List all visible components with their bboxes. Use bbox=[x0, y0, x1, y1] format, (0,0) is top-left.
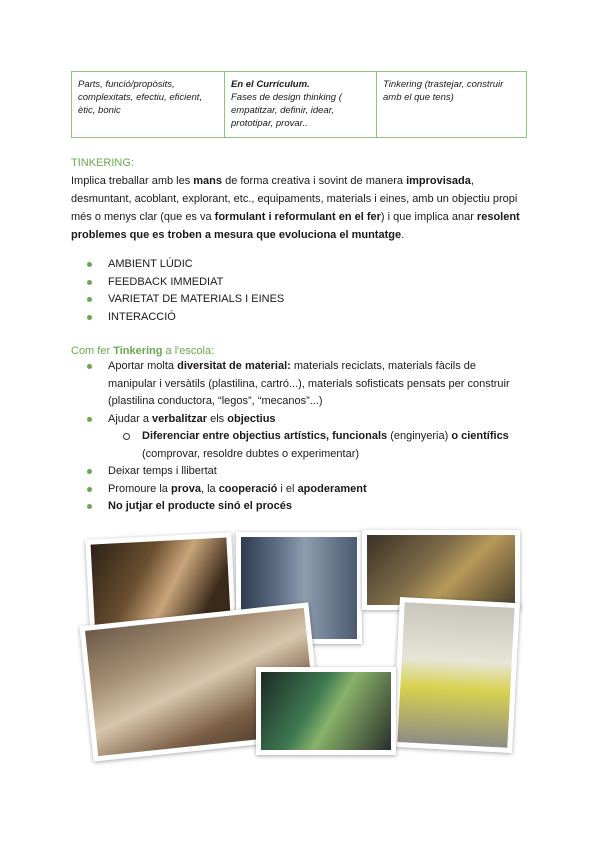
photo-figurine bbox=[362, 530, 520, 610]
bullet-icon bbox=[87, 487, 92, 492]
circle-bullet-icon bbox=[123, 433, 130, 440]
bullet-icon bbox=[87, 469, 92, 474]
photo-3d-printer bbox=[256, 667, 396, 755]
features-list bbox=[86, 256, 284, 326]
bullet-icon bbox=[87, 504, 92, 509]
bullet-icon bbox=[87, 262, 92, 267]
table-cell-tinkering: Tinkering (trastejar, construir amb el que tens) bbox=[383, 79, 504, 103]
list-item: No jutjar el producte sinó el procés bbox=[86, 498, 516, 516]
tinkering-paragraph: Implica treballar amb les mans de forma creativa i sovint de manera improvisada, desmuntant, acoblant, explorant, etc., equipaments, materials i eines, amb un objectiu propi més o menys clar (que es va formulant i reformulant en el fer) i que implica anar resolent problemes que es troben a mesura que evoluciona el muntatge. bbox=[71, 175, 520, 241]
list-item: Promoure la prova, la cooperació i el apoderament bbox=[86, 481, 516, 499]
photo-students-workshop bbox=[80, 602, 323, 761]
bullet-icon bbox=[87, 315, 92, 320]
list-item: Ajudar a verbalitzar els objectius bbox=[86, 411, 516, 429]
school-list bbox=[86, 358, 516, 516]
table-cell-curriculum bbox=[225, 72, 377, 137]
bullet-icon bbox=[87, 297, 92, 302]
photo-glass-experiment bbox=[392, 597, 520, 753]
table-cell-curriculum-title: En el Currículum. bbox=[231, 79, 310, 90]
bullet-icon bbox=[87, 364, 92, 369]
photo-wooden-sticks bbox=[85, 532, 236, 646]
list-item: FEEDBACK IMMEDIAT bbox=[86, 274, 284, 292]
list-item: Diferenciar entre objectius artístics, funcionals (enginyeria) o científics (comprovar, resoldre dubtes o experimentar) bbox=[86, 428, 516, 463]
list-item: Aportar molta diversitat de material: materials reciclats, materials fàcils de manipular i versàtils (plastilina, cartró...), materials sofisticats pensats per construir (plastilina conductora, “legos”, “mecanos”...) bbox=[86, 358, 516, 411]
bullet-icon bbox=[87, 280, 92, 285]
table-cell-parts: Parts, funció/propòsits, complexitats, efectiu, eficient, ètic, bonic bbox=[72, 72, 225, 137]
table-cell-curriculum-text: Fases de design thinking ( empatitzar, definir, idear, prototipar, provar.. bbox=[231, 92, 342, 129]
school-heading: Com fer Tinkering a l'escola: bbox=[71, 345, 215, 357]
list-item: INTERACCIÓ bbox=[86, 309, 284, 327]
list-item: AMBIENT LÚDIC bbox=[86, 256, 284, 274]
photo-pegboard bbox=[236, 532, 362, 644]
bullet-icon bbox=[87, 417, 92, 422]
list-item: VARIETAT DE MATERIALS I EINES bbox=[86, 291, 284, 309]
list-item: Deixar temps i llibertat bbox=[86, 463, 516, 481]
curriculum-table bbox=[71, 71, 527, 138]
tinkering-heading: TINKERING: bbox=[71, 157, 134, 169]
